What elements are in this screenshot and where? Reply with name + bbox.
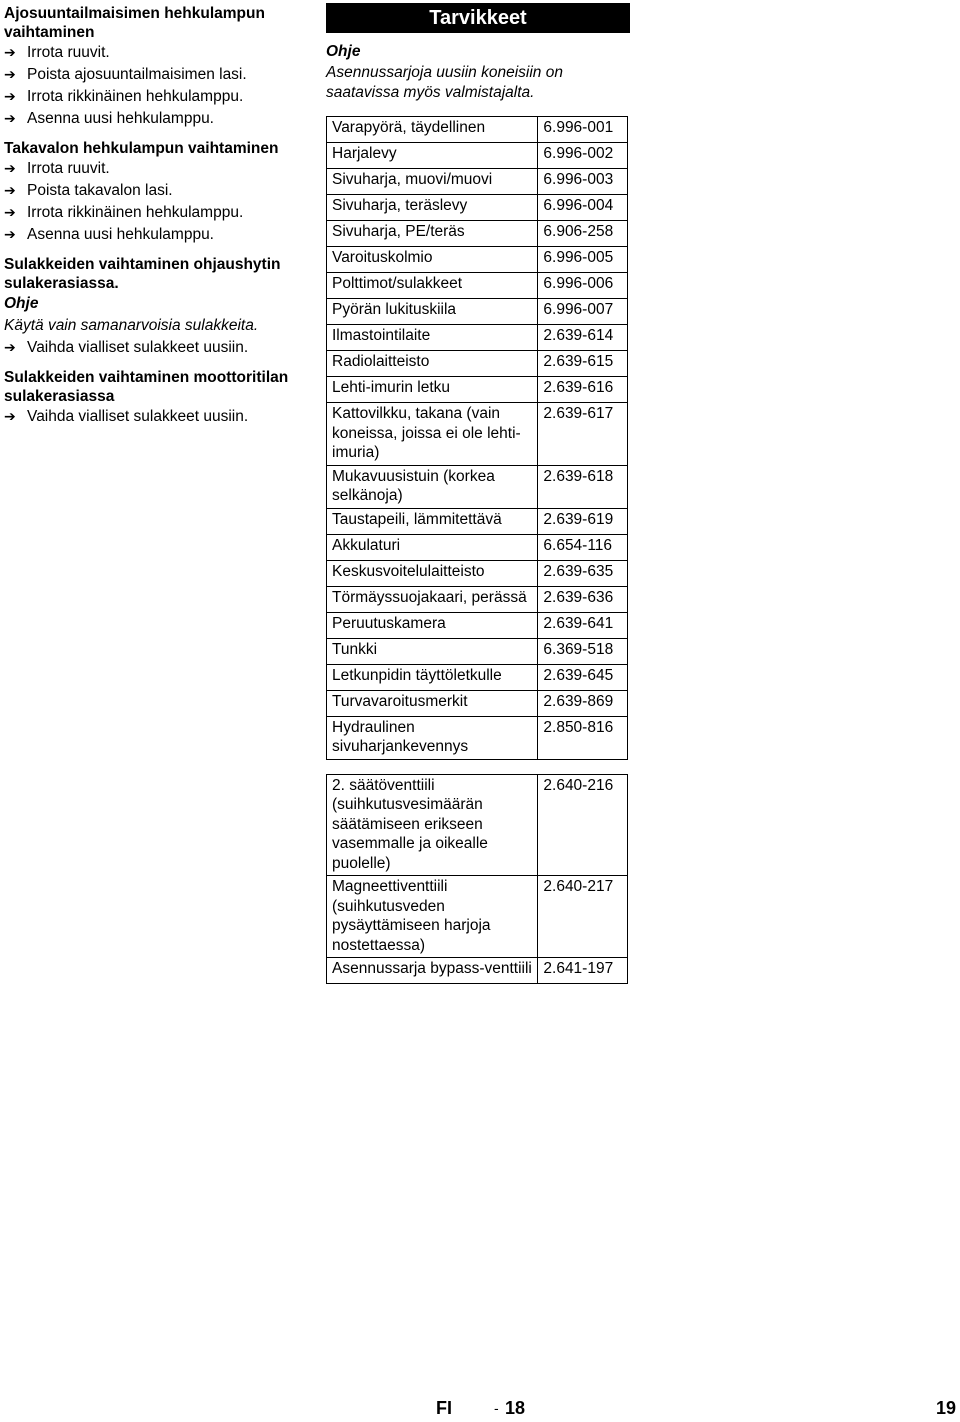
- step-text: Irrota ruuvit.: [27, 160, 110, 177]
- table-row: [327, 195, 628, 221]
- accessory-code: 2.639-636: [538, 586, 628, 612]
- accessory-name: Varapyörä, täydellinen: [327, 117, 538, 143]
- accessory-name: Akkulaturi: [327, 534, 538, 560]
- page-number: 19: [936, 1398, 957, 1418]
- table-row: [327, 273, 628, 299]
- table-row: [327, 586, 628, 612]
- step-item: [4, 42, 304, 64]
- table-row: [327, 299, 628, 325]
- accessory-name: Kattovilkku, takana (vain koneissa, joissa ei ole lehti-imuria): [327, 403, 538, 466]
- accessory-name: Tunkki: [327, 638, 538, 664]
- table-row: [327, 247, 628, 273]
- table-row: [327, 638, 628, 664]
- table-row: [327, 690, 628, 716]
- accessory-code: 2.639-615: [538, 351, 628, 377]
- step-text: Vaihda vialliset sulakkeet uusiin.: [27, 408, 249, 425]
- accessory-name: Sivuharja, teräslevy: [327, 195, 538, 221]
- left-column: [4, 4, 304, 437]
- accessory-code: 2.640-217: [538, 876, 628, 958]
- accessory-code: 2.640-216: [538, 774, 628, 876]
- step-text: Irrota ruuvit.: [27, 44, 110, 61]
- step-item: [4, 337, 304, 359]
- accessory-name: Hydraulinen sivuharjankevennys: [327, 716, 538, 759]
- accessory-code: 6.996-004: [538, 195, 628, 221]
- accessory-code: 2.639-869: [538, 690, 628, 716]
- accessory-code: 2.639-614: [538, 325, 628, 351]
- accessory-code: 6.996-002: [538, 143, 628, 169]
- section-title: Sulakkeiden vaihtaminen moottoritilan sulakerasiassa: [4, 369, 289, 405]
- accessory-name: Sivuharja, PE/teräs: [327, 221, 538, 247]
- section-title: Takavalon hehkulampun vaihtaminen: [4, 140, 279, 157]
- table-row: [327, 465, 628, 508]
- accessory-code: 6.996-001: [538, 117, 628, 143]
- accessory-code: 6.996-005: [538, 247, 628, 273]
- accessory-code: 2.639-616: [538, 377, 628, 403]
- section-fuse-control: [4, 255, 304, 359]
- table-row: [327, 560, 628, 586]
- right-column: [326, 3, 630, 984]
- accessory-code: 2.639-618: [538, 465, 628, 508]
- accessory-name: Ilmastointilaite: [327, 325, 538, 351]
- table-row: [327, 716, 628, 759]
- arrow-right-icon: ➔: [4, 67, 16, 83]
- table-row: [327, 876, 628, 958]
- section-title: Ajosuuntailmaisimen hehkulampun vaihtaminen: [4, 5, 265, 41]
- accessory-name: Magneettiventtiili (suihkutusveden pysäyttämiseen harjoja nostettaessa): [327, 876, 538, 958]
- accessory-code: 6.996-006: [538, 273, 628, 299]
- section-fuse-engine: [4, 368, 304, 428]
- step-item: [4, 202, 304, 224]
- footer-language: FI: [436, 1398, 452, 1418]
- table-row: [327, 221, 628, 247]
- accessory-name: Sivuharja, muovi/muovi: [327, 169, 538, 195]
- step-item: [4, 64, 304, 86]
- accessory-name: Asennussarja bypass-venttiili: [327, 958, 538, 984]
- accessory-name: Keskusvoitelulaitteisto: [327, 560, 538, 586]
- arrow-right-icon: ➔: [4, 409, 16, 425]
- step-item: [4, 224, 304, 246]
- arrow-right-icon: ➔: [4, 205, 16, 221]
- accessories-table-kits: [326, 774, 628, 985]
- step-text: Poista ajosuuntailmaisimen lasi.: [27, 66, 247, 83]
- accessory-name: Varoituskolmio: [327, 247, 538, 273]
- step-list: [4, 158, 304, 246]
- table-row: [327, 143, 628, 169]
- table-row: [327, 377, 628, 403]
- step-item: [4, 108, 304, 130]
- accessory-name: Lehti-imurin letku: [327, 377, 538, 403]
- accessory-name: Mukavuusistuin (korkea selkänoja): [327, 465, 538, 508]
- accessory-name: Radiolaitteisto: [327, 351, 538, 377]
- table-row: [327, 351, 628, 377]
- note-text: Asennussarjoja uusiin koneisiin on saatavissa myös valmistajalta.: [326, 64, 563, 101]
- accessory-code: 2.639-617: [538, 403, 628, 466]
- footer-page: 18: [505, 1398, 526, 1418]
- step-text: Irrota rikkinäinen hehkulamppu.: [27, 88, 244, 105]
- table-row: [327, 508, 628, 534]
- step-item: [4, 158, 304, 180]
- table-row: [327, 958, 628, 984]
- step-list: [4, 406, 304, 428]
- accessory-name: Taustapeili, lämmitettävä: [327, 508, 538, 534]
- section-taillight: [4, 139, 304, 246]
- section-title: Sulakkeiden vaihtaminen ohjaushytin sulakerasiassa.: [4, 256, 281, 292]
- arrow-right-icon: ➔: [4, 183, 16, 199]
- accessory-name: Peruutuskamera: [327, 612, 538, 638]
- step-list: [4, 42, 304, 130]
- step-item: [4, 406, 304, 428]
- accessory-code: 6.369-518: [538, 638, 628, 664]
- accessory-name: 2. säätöventtiili (suihkutusvesimäärän säätämiseen erikseen vasemmalle ja oikealle puolelle): [327, 774, 538, 876]
- table-row: [327, 534, 628, 560]
- step-text: Vaihda vialliset sulakkeet uusiin.: [27, 339, 249, 356]
- table-row: [327, 403, 628, 466]
- accessory-name: Letkunpidin täyttöletkulle: [327, 664, 538, 690]
- accessory-name: Harjalevy: [327, 143, 538, 169]
- arrow-right-icon: ➔: [4, 227, 16, 243]
- arrow-right-icon: ➔: [4, 111, 16, 127]
- page-footer: [0, 1398, 960, 1422]
- accessories-table: [326, 116, 628, 760]
- table-row: [327, 117, 628, 143]
- accessory-code: 2.639-641: [538, 612, 628, 638]
- accessory-code: 6.654-116: [538, 534, 628, 560]
- note-heading: Ohje: [326, 43, 361, 60]
- accessory-name: Polttimot/sulakkeet: [327, 273, 538, 299]
- arrow-right-icon: ➔: [4, 89, 16, 105]
- accessory-code: 2.641-197: [538, 958, 628, 984]
- step-text: Asenna uusi hehkulamppu.: [27, 226, 214, 243]
- arrow-right-icon: ➔: [4, 340, 16, 356]
- accessory-code: 2.639-619: [538, 508, 628, 534]
- footer-dash: -: [494, 1400, 499, 1416]
- table-row: [327, 169, 628, 195]
- accessory-code: 6.906-258: [538, 221, 628, 247]
- accessory-code: 6.996-007: [538, 299, 628, 325]
- accessory-code: 2.639-645: [538, 664, 628, 690]
- accessory-code: 2.639-635: [538, 560, 628, 586]
- arrow-right-icon: ➔: [4, 161, 16, 177]
- note-text: Käytä vain samanarvoisia sulakkeita.: [4, 317, 259, 334]
- accessories-title: Tarvikkeet: [326, 3, 630, 33]
- accessory-code: 6.996-003: [538, 169, 628, 195]
- step-item: [4, 180, 304, 202]
- table-row: [327, 774, 628, 876]
- table-row: [327, 325, 628, 351]
- note-heading: Ohje: [4, 295, 39, 312]
- step-item: [4, 86, 304, 108]
- step-list: [4, 337, 304, 359]
- step-text: Poista takavalon lasi.: [27, 182, 173, 199]
- table-row: [327, 664, 628, 690]
- accessory-name: Turvavaroitusmerkit: [327, 690, 538, 716]
- step-text: Irrota rikkinäinen hehkulamppu.: [27, 204, 244, 221]
- accessory-code: 2.850-816: [538, 716, 628, 759]
- arrow-right-icon: ➔: [4, 45, 16, 61]
- table-row: [327, 612, 628, 638]
- accessory-name: Törmäyssuojakaari, perässä: [327, 586, 538, 612]
- accessory-name: Pyörän lukituskiila: [327, 299, 538, 325]
- section-headlight: [4, 4, 304, 130]
- step-text: Asenna uusi hehkulamppu.: [27, 110, 214, 127]
